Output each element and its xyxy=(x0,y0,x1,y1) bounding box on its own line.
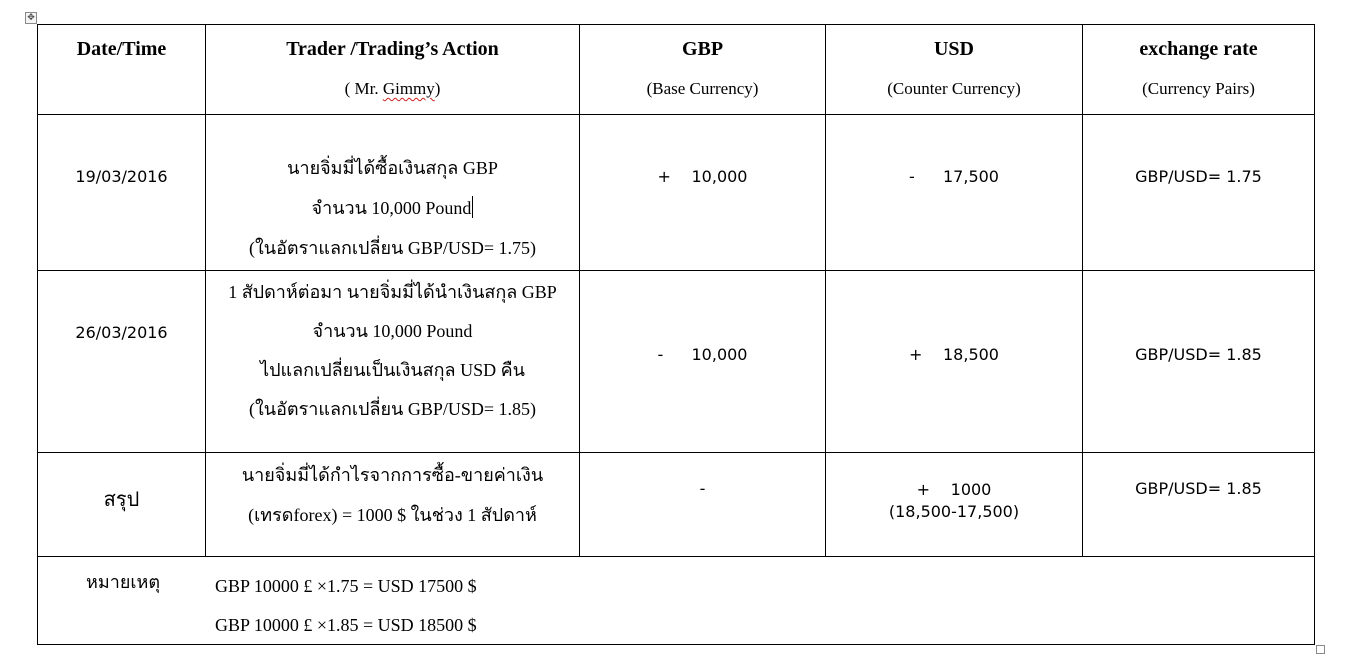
usd-cell xyxy=(826,271,1083,453)
header-gbp xyxy=(580,25,826,115)
usd-value: 17,500 xyxy=(943,167,999,186)
header-action xyxy=(206,25,580,115)
date-cell xyxy=(38,115,206,271)
gbp-sign: - xyxy=(699,479,706,498)
trader-name: Gimmy xyxy=(382,79,435,98)
note-label: หมายเหตุ xyxy=(86,572,161,592)
action-line: นายจิ่มมี่ได้ซื้อเงินสกุล GBP xyxy=(287,158,498,178)
table-row xyxy=(38,271,1315,453)
note-line: GBP 10000 £ ×1.75 = USD 17500 $ xyxy=(215,576,477,596)
gbp-sign: - xyxy=(657,345,664,364)
header-datetime xyxy=(38,25,206,115)
action-line: (ในอัตราแลกเปลี่ยน GBP/USD= 1.75) xyxy=(248,238,537,258)
action-cell[interactable] xyxy=(206,115,580,271)
rate-cell xyxy=(1083,115,1315,271)
forex-trade-table xyxy=(37,24,1315,645)
gbp-amount xyxy=(580,167,825,186)
action-line-text: จำนวน 10,000 Pound xyxy=(311,198,472,218)
header-rate xyxy=(1083,25,1315,115)
usd-value: 1000 xyxy=(950,480,992,499)
header-row xyxy=(38,25,1315,115)
gbp-amount xyxy=(580,345,825,364)
table-resize-handle-icon[interactable] xyxy=(1316,645,1325,654)
header-rate-sub: (Currency Pairs) xyxy=(1142,79,1255,98)
action-line: นายจิ่มมี่ได้กำไรจากการซื้อ-ขายค่าเงิน xyxy=(241,465,544,485)
table-move-handle-icon[interactable]: ✥ xyxy=(25,12,37,24)
header-gbp-sub: (Base Currency) xyxy=(646,79,759,98)
note-cell[interactable] xyxy=(38,557,1315,645)
summary-label: สรุป xyxy=(103,489,140,511)
action-line: จำนวน 10,000 Pound xyxy=(312,321,473,341)
usd-value: 18,500 xyxy=(943,345,999,364)
action-line: (เทรดforex) = 1000 $ ในช่วง 1 สัปดาห์ xyxy=(248,505,537,525)
rate-value: GBP/USD= 1.85 xyxy=(1135,345,1262,364)
gbp-cell xyxy=(580,115,826,271)
rate-value: GBP/USD= 1.75 xyxy=(1135,167,1262,186)
rate-cell xyxy=(1083,453,1315,557)
rate-cell xyxy=(1083,271,1315,453)
usd-sign: + xyxy=(909,345,923,364)
table-row xyxy=(38,115,1315,271)
gbp-amount xyxy=(580,479,825,498)
action-line xyxy=(206,188,579,228)
header-action-sub-prefix: ( Mr. xyxy=(344,79,383,98)
usd-detail: (18,500-17,500) xyxy=(888,502,1020,521)
header-action-sub-suffix: ) xyxy=(434,79,441,98)
text-cursor xyxy=(472,196,473,218)
gbp-value: 10,000 xyxy=(691,345,748,364)
note-line: GBP 10000 £ ×1.85 = USD 18500 $ xyxy=(215,615,477,635)
date-cell xyxy=(38,271,206,453)
action-line: (ในอัตราแลกเปลี่ยน GBP/USD= 1.85) xyxy=(248,399,537,419)
header-usd xyxy=(826,25,1083,115)
header-datetime-title: Date/Time xyxy=(76,38,167,60)
date-cell xyxy=(38,453,206,557)
header-usd-title: USD xyxy=(933,38,974,60)
header-gbp-title: GBP xyxy=(681,38,724,60)
action-line: ไปแลกเปลี่ยนเป็นเงินสกุล USD คืน xyxy=(260,360,525,380)
table-row xyxy=(38,453,1315,557)
action-line: 1 สัปดาห์ต่อมา นายจิ่มมี่ได้นำเงินสกุล GBP xyxy=(228,282,557,302)
date-value: 26/03/2016 xyxy=(75,323,168,342)
action-cell[interactable] xyxy=(206,453,580,557)
header-rate-title: exchange rate xyxy=(1139,38,1258,60)
gbp-cell xyxy=(580,271,826,453)
usd-sign: + xyxy=(916,480,931,499)
usd-cell xyxy=(826,115,1083,271)
action-cell[interactable] xyxy=(206,271,580,453)
usd-amount xyxy=(826,479,1082,523)
usd-amount xyxy=(826,345,1082,364)
header-action-title: Trader /Trading’s Action xyxy=(286,38,499,60)
gbp-cell xyxy=(580,453,826,557)
header-usd-sub: (Counter Currency) xyxy=(887,79,1021,98)
header-action-sub xyxy=(206,78,579,100)
usd-cell xyxy=(826,453,1083,557)
rate-value: GBP/USD= 1.85 xyxy=(1135,479,1262,498)
usd-sign: - xyxy=(909,167,915,186)
gbp-value: 10,000 xyxy=(691,167,748,186)
note-lines xyxy=(215,567,477,645)
gbp-sign: + xyxy=(657,167,671,186)
usd-amount xyxy=(826,167,1082,186)
note-row xyxy=(38,557,1315,645)
date-value: 19/03/2016 xyxy=(75,167,168,186)
